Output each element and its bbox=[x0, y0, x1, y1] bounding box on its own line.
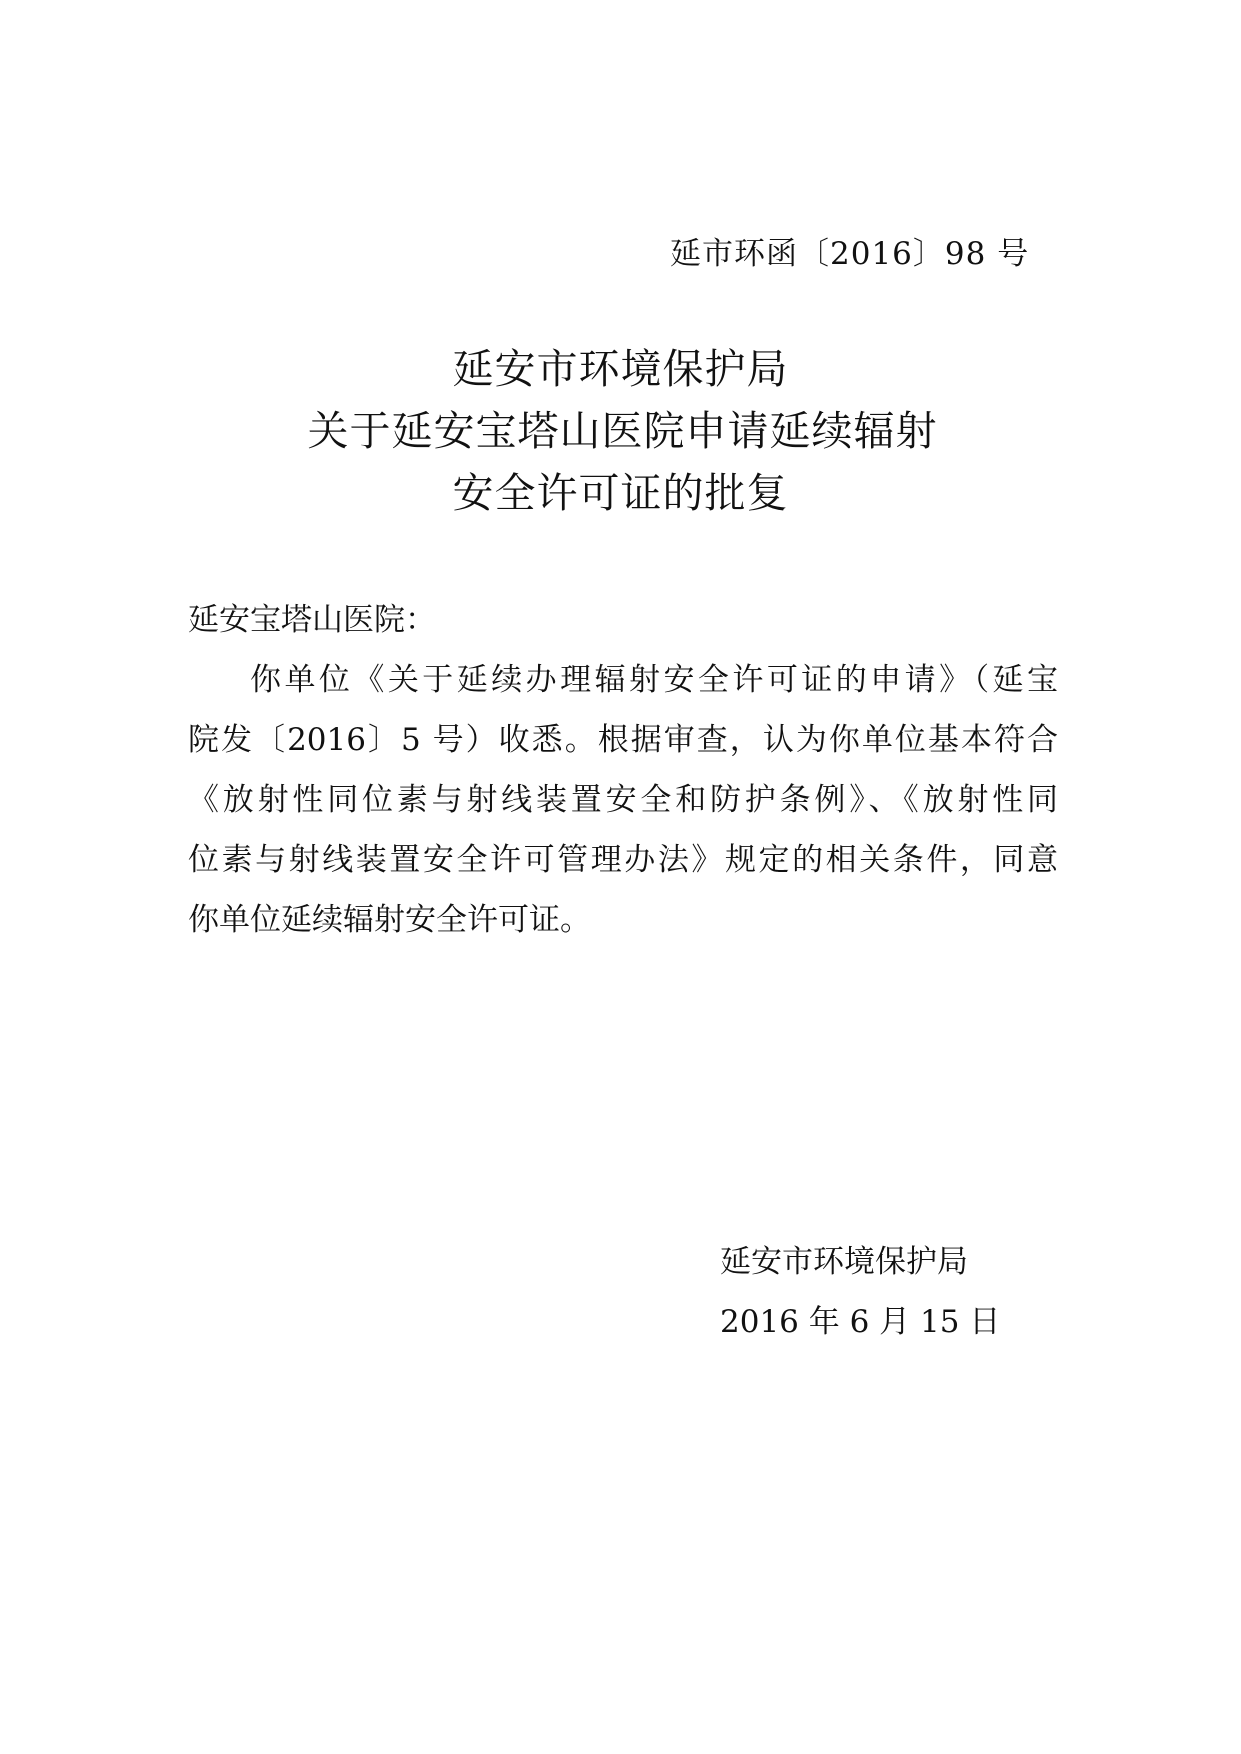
body-line-4: 位素与射线装置安全许可管理办法》规定的相关条件，同意 bbox=[188, 842, 1058, 878]
body-line-2: 院发〔2016〕5 号）收悉。根据审查，认为你单位基本符合 bbox=[188, 722, 1058, 758]
document-title bbox=[0, 338, 1241, 524]
title-line-3: 安全许可证的批复 bbox=[452, 469, 789, 517]
body-line-1: 你单位《关于延续办理辐射安全许可证的申请》（延宝 bbox=[250, 662, 1058, 698]
addressee: 延安宝塔山医院： bbox=[188, 602, 436, 638]
title-line-1: 延安市环境保护局 bbox=[452, 345, 789, 393]
body-paragraph bbox=[188, 650, 1058, 950]
document-number: 延市环函〔2016〕98 号 bbox=[670, 236, 1030, 272]
body-line-3: 《放射性同位素与射线装置安全和防护条例》、《放射性同 bbox=[188, 782, 1058, 818]
body-line-5: 你单位延续辐射安全许可证。 bbox=[188, 902, 591, 938]
title-line-2: 关于延安宝塔山医院申请延续辐射 bbox=[307, 407, 938, 455]
signature-organization: 延安市环境保护局 bbox=[720, 1244, 968, 1280]
signature-block bbox=[720, 1232, 1000, 1352]
signature-date: 2016 年 6 月 15 日 bbox=[720, 1304, 1001, 1340]
